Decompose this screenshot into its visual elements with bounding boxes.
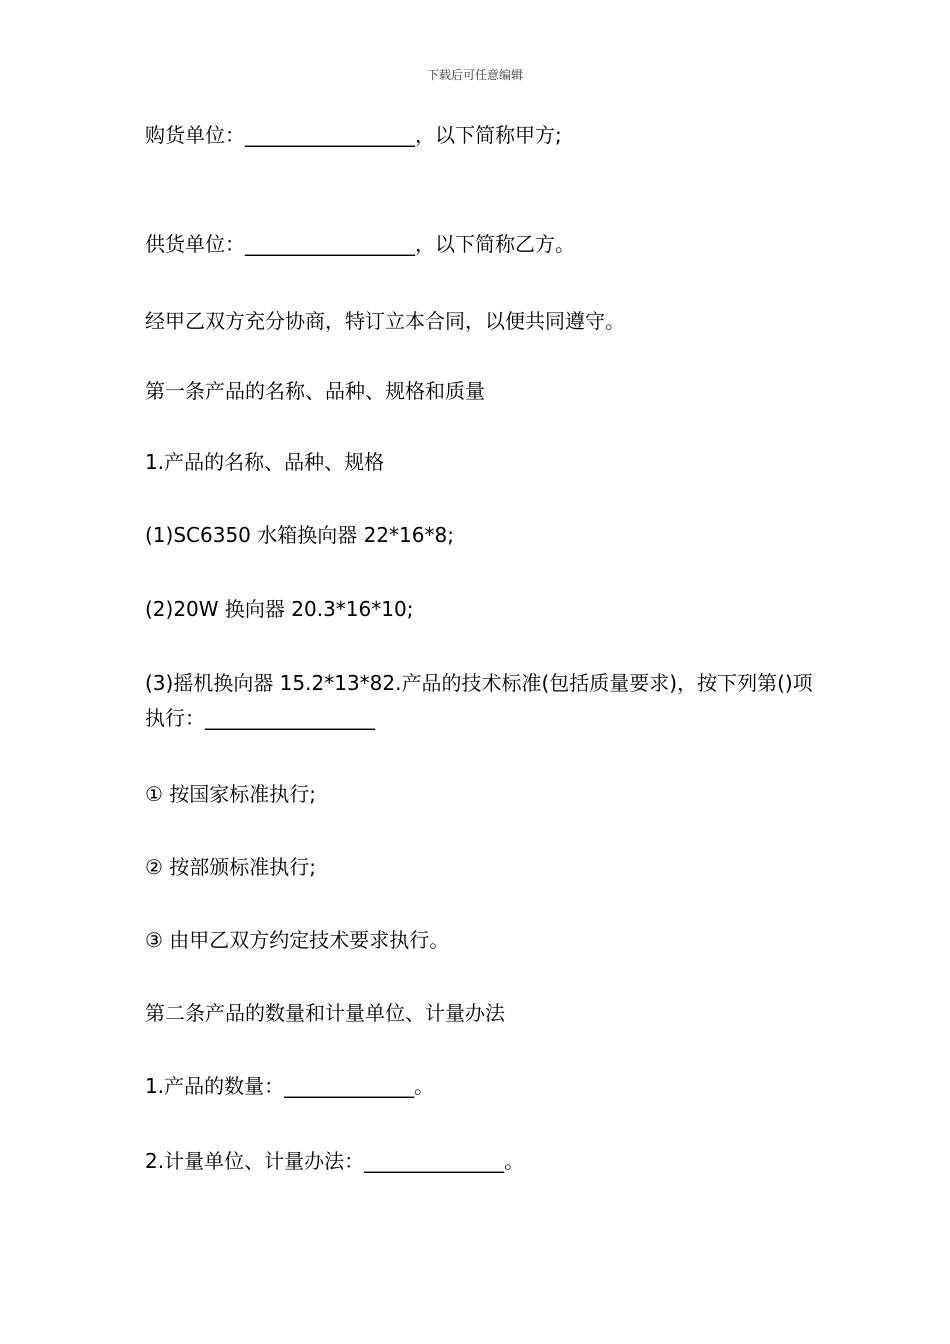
- standard-option-1: ① 按国家标准执行;: [145, 782, 317, 806]
- article-one-heading: 第一条产品的名称、品种、规格和质量: [145, 379, 485, 403]
- standard-option-3: ③ 由甲乙双方约定技术要求执行。: [145, 928, 450, 952]
- buyer-line: 购货单位：_________________，以下简称甲方;: [145, 123, 562, 147]
- measurement-line: 2.计量单位、计量办法：______________。: [145, 1149, 525, 1173]
- standard-option-2: ② 按部颁标准执行;: [145, 855, 317, 879]
- product-item-2: (2)20W 换向器 20.3*16*10;: [145, 597, 414, 621]
- product-item-3: (3)摇机换向器 15.2*13*82.产品的技术标准(包括质量要求)，按下列第()项执行：_________________: [145, 671, 813, 730]
- page-header: 下载后可任意编辑: [426, 68, 523, 82]
- agreement-statement: 经甲乙双方充分协商，特订立本合同，以便共同遵守。: [145, 309, 625, 333]
- product-name-item: 1.产品的名称、品种、规格: [145, 450, 385, 474]
- product-item-1: (1)SC6350 水箱换向器 22*16*8;: [145, 523, 454, 547]
- article-two-heading: 第二条产品的数量和计量单位、计量办法: [145, 1001, 505, 1025]
- quantity-line: 1.产品的数量：_____________。: [145, 1074, 435, 1098]
- supplier-line: 供货单位：_________________，以下简称乙方。: [145, 232, 575, 256]
